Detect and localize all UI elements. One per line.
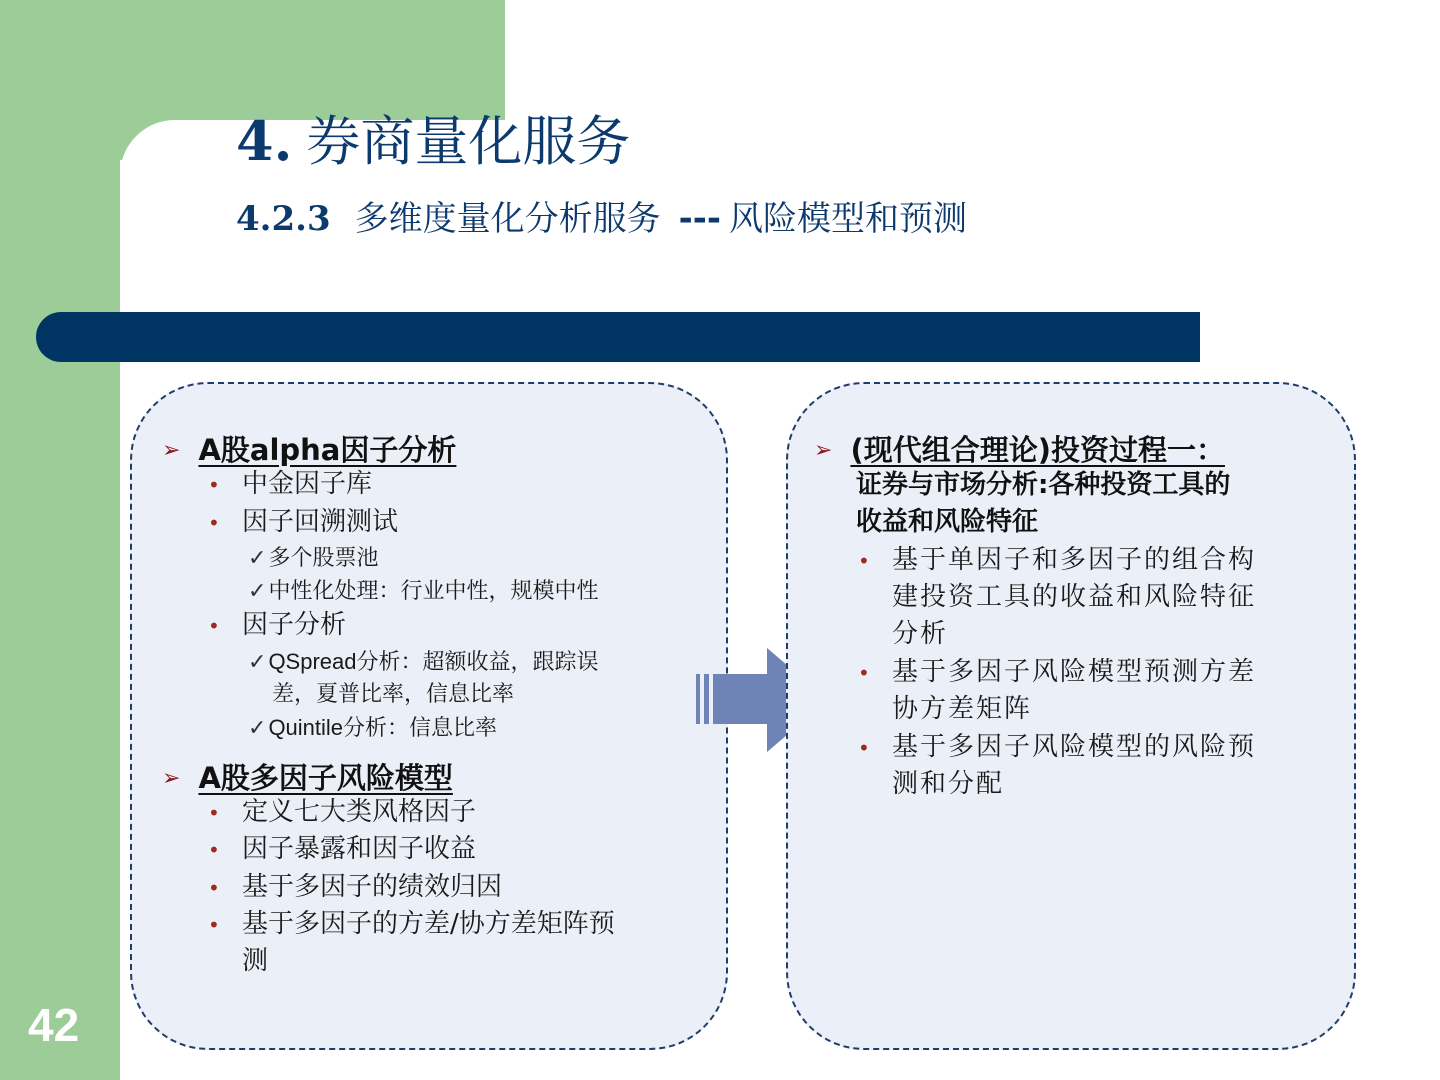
sub-list-item: ✓QSpread分析：超额收益，跟踪误 [248, 649, 599, 675]
title-divider-band [36, 312, 1200, 362]
alpha-section-heading: ➢ A股alpha因子分析 [162, 433, 457, 467]
list-item: • 因子分析 [242, 607, 346, 644]
bullet-dot-icon: • [208, 876, 220, 900]
bullet-dot-icon: • [208, 473, 220, 497]
list-item: • 基于单因子和多因子的组合构 [892, 542, 1256, 579]
checkmark-icon: ✓ [248, 650, 267, 675]
subtitle-number: 4.2.3 [236, 199, 331, 239]
list-item: • 基于多因子的绩效归因 [242, 869, 502, 906]
bullet-dot-icon: • [208, 838, 220, 862]
title-number: 4. [236, 109, 293, 173]
checkmark-icon: ✓ [248, 579, 267, 604]
arrow-bullet-icon: ➢ [162, 766, 181, 791]
sub-list-item: ✓多个股票池 [248, 546, 379, 571]
bullet-dot-icon: • [208, 511, 220, 535]
left-green-bar [0, 0, 120, 1080]
page-number: 42 [28, 999, 80, 1051]
list-item: • 因子暴露和因子收益 [242, 831, 476, 868]
arrow-bullet-icon: ➢ [162, 438, 181, 463]
bullet-dot-icon: • [208, 801, 220, 825]
checkmark-icon: ✓ [248, 716, 267, 741]
list-item: • 基于多因子风险模型的风险预 [892, 729, 1256, 766]
checkmark-icon: ✓ [248, 546, 267, 571]
list-item: • 基于多因子风险模型预测方差 [892, 654, 1256, 691]
list-item: • 基于多因子的方差/协方差矩阵预 [242, 906, 615, 943]
process-description-line: 证券与市场分析:各种投资工具的 [856, 470, 1231, 500]
sub-list-item: ✓Quintile分析：信息比率 [248, 715, 498, 741]
bullet-dot-icon: • [858, 549, 872, 573]
risk-model-section-heading: ➢ A股多因子风险模型 [162, 761, 453, 795]
title-text: 券商量化服务 [306, 110, 631, 173]
subtitle-dash: --- [678, 199, 721, 239]
slide-subtitle [236, 190, 1106, 248]
arrow-bullet-icon: ➢ [814, 438, 833, 463]
bullet-dot-icon: • [208, 913, 220, 937]
list-item-continued: 分析 [892, 619, 949, 649]
bullet-dot-icon: • [858, 661, 872, 685]
sub-list-item-continued: 差，夏普比率，信息比率 [272, 682, 515, 707]
list-item: • 定义七大类风格因子 [242, 794, 476, 831]
list-item: • 因子回溯测试 [242, 504, 398, 541]
list-item-continued: 协方差矩阵 [892, 694, 1033, 724]
list-item-continued: 建投资工具的收益和风险特征 [892, 582, 1257, 612]
subtitle-text: 多维度量化分析服务 [354, 199, 661, 239]
slide-title [236, 109, 631, 173]
bullet-dot-icon: • [858, 736, 872, 760]
list-item-continued: 测 [242, 946, 269, 976]
sub-list-item: ✓中性化处理：行业中性，规模中性 [248, 579, 599, 604]
bullet-dot-icon: • [208, 614, 220, 638]
list-item-continued: 测和分配 [892, 769, 1005, 799]
investment-process-heading: ➢ (现代组合理论)投资过程一： [814, 433, 1225, 467]
subtitle-tail: 风险模型和预测 [729, 199, 967, 239]
list-item: • 中金因子库 [242, 466, 372, 503]
process-description-line: 收益和风险特征 [856, 507, 1039, 537]
